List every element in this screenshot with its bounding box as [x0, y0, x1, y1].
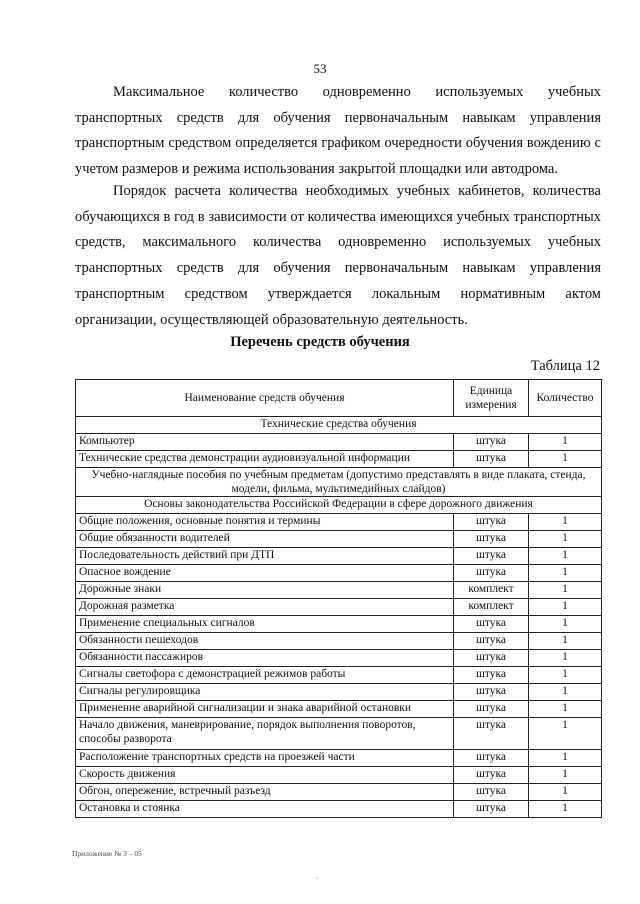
- cell-qty: 1: [529, 701, 602, 718]
- cell-unit: штука: [454, 451, 529, 468]
- cell-unit: штука: [454, 718, 529, 750]
- cell-qty: 1: [529, 565, 602, 582]
- cell-qty: 1: [529, 451, 602, 468]
- cell-name: Опасное вождение: [76, 565, 454, 582]
- cell-unit: штука: [454, 565, 529, 582]
- cell-qty: 1: [529, 718, 602, 750]
- paragraph-1: Максимальное количество одновременно используемых учебных транспортных средств для обучения первоначальным навыкам управления транспортным средством определяется графиком очередности обучения вождению с учетом размеров и режима использования закрытой площадки или автодрома.: [75, 84, 601, 178]
- cell-qty: 1: [529, 650, 602, 667]
- page-number: 53: [313, 61, 327, 76]
- cell-qty: 1: [529, 582, 602, 599]
- table-row: [76, 684, 602, 701]
- cell-qty: 1: [529, 784, 602, 801]
- header-name: Наименование средств обучения: [76, 380, 454, 417]
- cell-name: Компьютер: [76, 434, 454, 451]
- table-body: [76, 417, 602, 818]
- table-row: [76, 582, 602, 599]
- cell-name: Скорость движения: [76, 767, 454, 784]
- cell-unit: штука: [454, 616, 529, 633]
- cell-qty: 1: [529, 750, 602, 767]
- cell-unit: штука: [454, 684, 529, 701]
- cell-qty: 1: [529, 684, 602, 701]
- cell-qty: 1: [529, 667, 602, 684]
- table-caption: Перечень средств обучения: [230, 334, 410, 350]
- section-row: [76, 417, 602, 434]
- paragraph-2: Порядок расчета количества необходимых учебных кабинетов, количества обучающихся в год в зависимости от количества имеющихся учебных транспортных средств, максимального количества одновременно используемых учебных транспортных средств для обучения первоначальным навыкам управления транспортным средством утверждается локальным нормативным актом организации, осуществляющей образовательную деятельность.: [75, 183, 601, 328]
- cell-name: Дорожная разметка: [76, 599, 454, 616]
- cell-qty: 1: [529, 514, 602, 531]
- table-row: [76, 701, 602, 718]
- cell-unit: штука: [454, 514, 529, 531]
- cell-qty: 1: [529, 434, 602, 451]
- table-row: [76, 531, 602, 548]
- cell-name: Технические средства демонстрации аудиовизуальной информации: [76, 451, 454, 468]
- table-row: [76, 514, 602, 531]
- cell-name: Сигналы светофора с демонстрацией режимов работы: [76, 667, 454, 684]
- cell-qty: 1: [529, 767, 602, 784]
- cell-unit: штука: [454, 767, 529, 784]
- cell-unit: штука: [454, 701, 529, 718]
- cell-qty: 1: [529, 633, 602, 650]
- cell-name: Сигналы регулировщика: [76, 684, 454, 701]
- cell-unit: штука: [454, 667, 529, 684]
- cell-qty: 1: [529, 801, 602, 818]
- cell-qty: 1: [529, 531, 602, 548]
- cell-name: Применение специальных сигналов: [76, 616, 454, 633]
- section-title: Технические средства обучения: [76, 417, 602, 434]
- table-row: [76, 718, 602, 750]
- table-row: [76, 801, 602, 818]
- cell-name: Обгон, опережение, встречный разъезд: [76, 784, 454, 801]
- table-row: [76, 750, 602, 767]
- equipment-table: [75, 379, 602, 818]
- cell-name: Остановка и стоянка: [76, 801, 454, 818]
- cell-unit: штука: [454, 784, 529, 801]
- footer: Приложение № 3 – 05: [72, 849, 142, 858]
- table-row: [76, 599, 602, 616]
- cell-unit: штука: [454, 434, 529, 451]
- header-unit: Единица измерения: [454, 380, 529, 417]
- cell-unit: штука: [454, 750, 529, 767]
- cell-name: Последовательность действий при ДТП: [76, 548, 454, 565]
- cell-qty: 1: [529, 599, 602, 616]
- section-row: [76, 497, 602, 514]
- table-row: [76, 616, 602, 633]
- cell-qty: 1: [529, 616, 602, 633]
- table-row: [76, 667, 602, 684]
- cell-unit: комплект: [454, 582, 529, 599]
- header-qty: Количество: [529, 380, 602, 417]
- cell-qty: 1: [529, 548, 602, 565]
- table-row: [76, 548, 602, 565]
- section-row: [76, 468, 602, 497]
- cell-name: Общие положения, основные понятия и термины: [76, 514, 454, 531]
- section-title: Учебно-наглядные пособия по учебным предметам (допустимо представлять в виде плаката, стенда, модели, фильма, мультимедийных слайдов): [76, 468, 602, 497]
- cell-name: Расположение транспортных средств на проезжей части: [76, 750, 454, 767]
- cell-unit: штука: [454, 531, 529, 548]
- table-row: [76, 650, 602, 667]
- cell-name: Дорожные знаки: [76, 582, 454, 599]
- table-number: Таблица 12: [530, 358, 600, 374]
- cell-unit: комплект: [454, 599, 529, 616]
- section-title: Основы законодательства Российской Федерации в сфере дорожного движения: [76, 497, 602, 514]
- cell-unit: штука: [454, 650, 529, 667]
- cell-name: Общие обязанности водителей: [76, 531, 454, 548]
- table-row: [76, 451, 602, 468]
- table-row: [76, 633, 602, 650]
- cell-name: Применение аварийной сигнализации и знака аварийной остановки: [76, 701, 454, 718]
- table-row: [76, 434, 602, 451]
- cell-unit: штука: [454, 633, 529, 650]
- table-row: [76, 767, 602, 784]
- scan-dot: ·: [316, 874, 319, 883]
- cell-name: Обязанности пассажиров: [76, 650, 454, 667]
- cell-name: Начало движения, маневрирование, порядок выполнения поворотов, способы разворота: [76, 718, 454, 750]
- table-row: [76, 565, 602, 582]
- cell-unit: штука: [454, 801, 529, 818]
- table-row: [76, 784, 602, 801]
- cell-name: Обязанности пешеходов: [76, 633, 454, 650]
- cell-unit: штука: [454, 548, 529, 565]
